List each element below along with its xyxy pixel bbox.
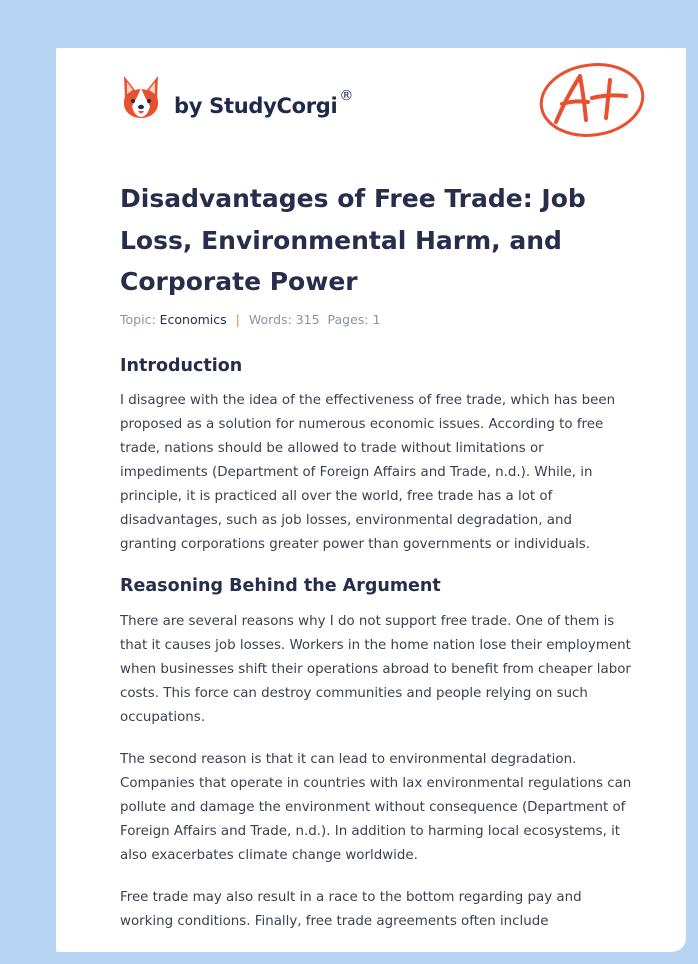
article-body xyxy=(120,348,632,934)
paragraph: There are several reasons why I do not support free trade. One of them is that it causes job losses. Workers in the home nation lose their employment when businesses shift their operations abroad to benefit from cheaper labor costs. This force can destroy communities and people relying on such occupations. xyxy=(120,614,631,725)
word-count: Words: 315 xyxy=(248,312,320,327)
paragraph: Free trade may also result in a race to the bottom regarding pay and working conditions. Finally, free trade agreements often include xyxy=(120,890,582,929)
header xyxy=(56,48,686,158)
brand-name[interactable]: by StudyCorgi ® xyxy=(174,88,354,118)
registered-mark: ® xyxy=(339,88,354,104)
article-title: Disadvantages of Free Trade: Job Loss, Environmental Harm, and Corporate Power xyxy=(120,184,586,296)
article-meta xyxy=(120,312,380,327)
corgi-logo-icon[interactable] xyxy=(120,74,162,122)
section-heading-reasoning: Reasoning Behind the Argument xyxy=(120,576,441,596)
grade-a-plus-badge xyxy=(536,58,648,140)
page-count: Pages: 1 xyxy=(327,312,381,327)
meta-separator: | xyxy=(235,312,240,327)
paragraph: I disagree with the idea of the effectiveness of free trade, which has been proposed as a solution for numerous economic issues. According to free trade, nations should be allowed to trade without limitations or impediments (Department of Foreign Affairs and Trade, n.d.). While, in principle, it is practiced all over the world, free trade has a lot of disadvantages, such as job losses, environmental degradation, and granting corporations greater power than governments or individuals. xyxy=(120,393,616,552)
document-page xyxy=(56,48,686,952)
topic-value[interactable]: Economics xyxy=(159,312,227,327)
paragraph: The second reason is that it can lead to environmental degradation. Companies that operate in countries with lax environmental regulations can pollute and damage the environment without consequence (Department of Foreign Affairs and Trade, n.d.). In addition to harming local ecosystems, it also exacerbates climate change worldwide. xyxy=(120,752,632,863)
topic-label: Topic: xyxy=(120,312,156,327)
section-heading-introduction: Introduction xyxy=(120,356,243,376)
